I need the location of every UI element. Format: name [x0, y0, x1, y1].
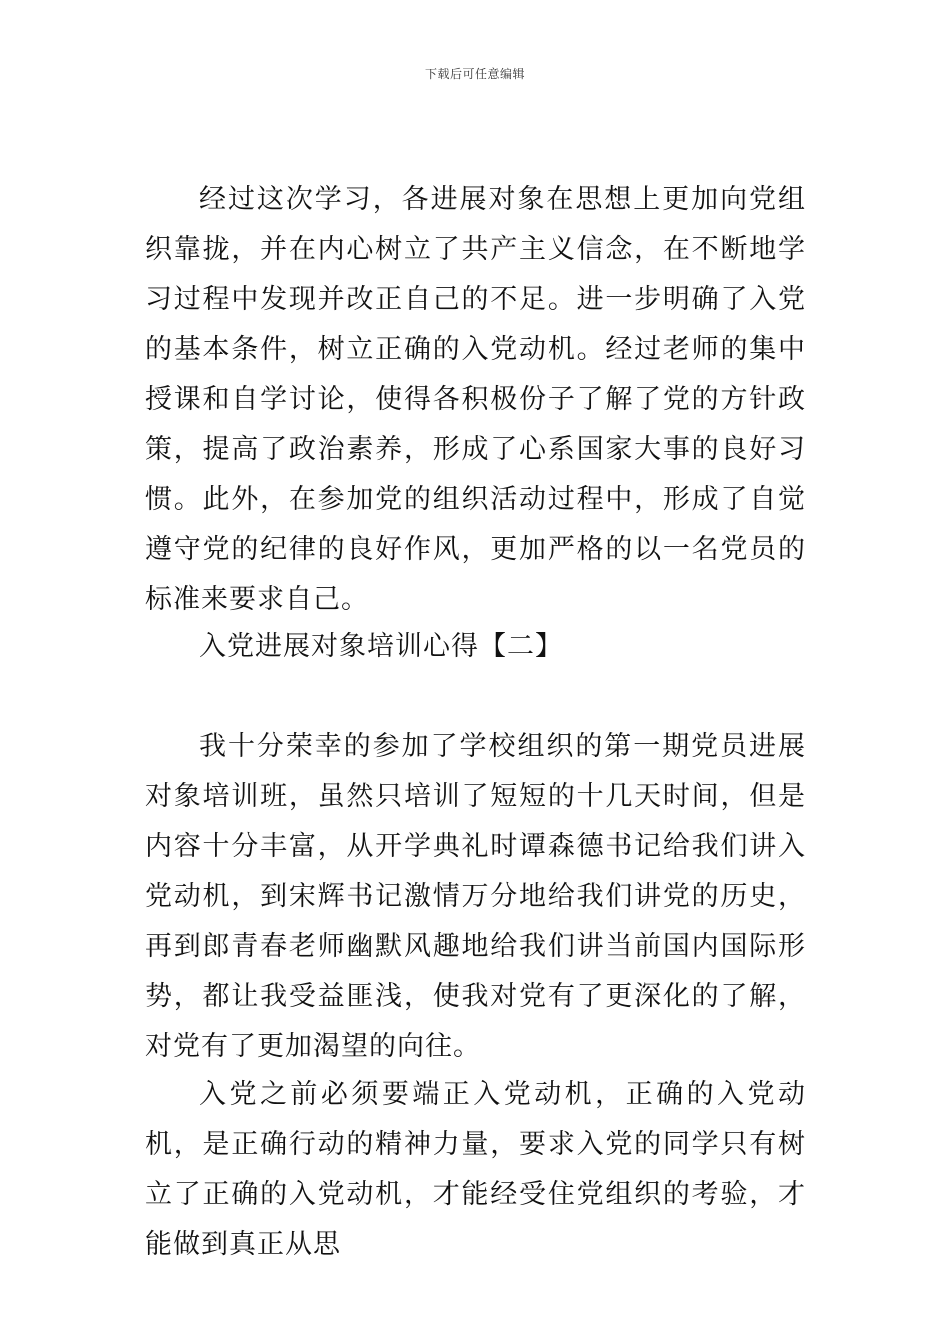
paragraph-1-text: 经过这次学习，各进展对象在思想上更加向党组织靠拢，并在内心树立了共产主义信念，在不断地学习过程中发现并改正自己的不足。进一步明确了入党的基本条件，树立正确的入党动机。经过老师的集中授课和自学讨论，使得各积极份子了解了党的方针政策，提高了政治素养，形成了心系国家大事的良好习惯。此外，在参加党的组织活动过程中，形成了自觉遵守党的纪律的良好作风，更加严格的以一名党员的标准来要求自己。	[145, 184, 806, 615]
paragraph-2	[145, 722, 806, 1072]
paragraph-1	[145, 175, 806, 625]
section-heading-text: 入党进展对象培训心得【二】	[199, 631, 563, 662]
section-heading	[145, 622, 806, 672]
paragraph-2-text: 我十分荣幸的参加了学校组织的第一期党员进展对象培训班，虽然只培训了短短的十几天时间，但是内容十分丰富，从开学典礼时谭森德书记给我们讲入党动机，到宋辉书记激情万分地给我们讲党的历史，再到郎青春老师幽默风趣地给我们讲当前国内国际形势，都让我受益匪浅，使我对党有了更深化的了解，对党有了更加渴望的向往。	[145, 731, 806, 1062]
paragraph-3-text: 入党之前必须要端正入党动机，正确的入党动机，是正确行动的精神力量，要求入党的同学只有树立了正确的入党动机，才能经受住党组织的考验，才能做到真正从思	[145, 1079, 806, 1260]
header-note: 下载后可任意编辑	[424, 67, 525, 81]
paragraph-3	[145, 1070, 806, 1270]
